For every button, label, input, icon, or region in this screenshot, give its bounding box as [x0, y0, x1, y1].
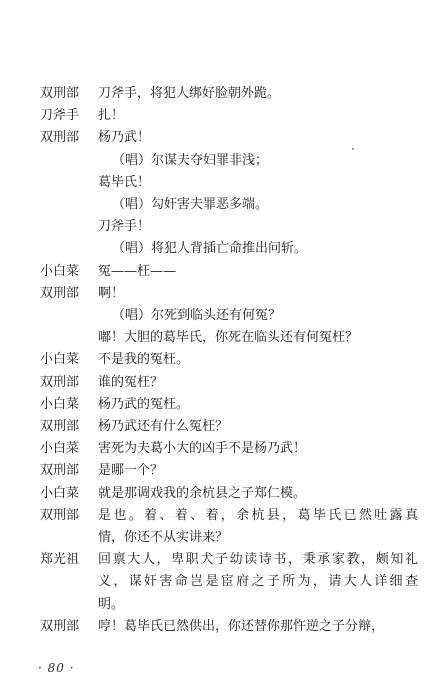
script-line [0, 460, 439, 482]
speaker-name: 双刑部 [40, 374, 80, 390]
dialogue-text: 葛毕氏！ [98, 174, 151, 190]
dialogue-text: 回禀大人，卑职犬子幼读诗书，秉承家教，颇知礼 [98, 552, 418, 568]
script-line [0, 150, 439, 172]
script-line [0, 83, 439, 105]
dialogue-text: （唱）尔死到临头还有何冤？ [112, 308, 282, 323]
dialogue-text: 明。 [98, 596, 125, 612]
speaker-name: 郑光祖 [40, 552, 80, 568]
script-line [0, 394, 439, 416]
dialogue-text: 是也。着、着、着，余杭县，葛毕氏已然吐露真 [98, 507, 418, 523]
script-line [0, 594, 439, 616]
dialogue-text: 杨乃武还有什么冤枉？ [98, 419, 229, 434]
dialogue-text: 扎！ [98, 108, 125, 124]
dialogue-text: 啊！ [98, 285, 125, 301]
speaker-name: 双刑部 [40, 618, 80, 634]
speaker-name: 双刑部 [40, 130, 80, 146]
dialogue-text: 害死为夫葛小大的凶手不是杨乃武！ [98, 441, 307, 457]
dialogue-text: 刀斧手！ [98, 219, 151, 235]
dialogue-text: （唱）勾奸害夫罪恶多端。 [112, 197, 269, 212]
script-line [0, 416, 439, 438]
dialogue-text: 冤——枉—— [98, 263, 177, 279]
dialogue-text: 杨乃武！ [98, 130, 151, 146]
speaker-name: 双刑部 [40, 419, 80, 434]
dialogue-text: 情，你还不从实讲来？ [98, 530, 229, 545]
speaker-name: 双刑部 [40, 285, 80, 301]
script-line [0, 349, 439, 371]
dialogue-text: 杨乃武的冤枉。 [98, 396, 190, 412]
speaker-name: 双刑部 [40, 507, 80, 523]
dialogue-text: 义，谋奸害命岂是宦府之子所为，请大人详细查 [98, 574, 418, 590]
script-line [0, 238, 439, 260]
dialogue-text: 嘟！大胆的葛毕氏，你死在临头还有何冤枉？ [98, 330, 359, 346]
dialogue-text: 是哪一个？ [98, 463, 164, 479]
script-line [0, 438, 439, 460]
script-line [0, 571, 439, 593]
script-line [0, 127, 439, 149]
speaker-name: 小白菜 [40, 263, 80, 279]
speaker-name: 刀斧手 [40, 108, 80, 124]
speaker-name: 小白菜 [40, 352, 80, 368]
script-line [0, 616, 439, 638]
script-line [0, 194, 439, 216]
dialogue-text: 不是我的冤枉。 [98, 352, 190, 368]
dialogue-text: 就是那调戏我的余杭县之子郑仁模。 [98, 485, 307, 501]
script-line [0, 216, 439, 238]
script-line [0, 527, 439, 549]
script-line [0, 172, 439, 194]
dialogue-text: （唱）尔谋夫夺妇罪非浅； [112, 152, 269, 168]
speaker-name: 小白菜 [40, 485, 80, 501]
script-line [0, 372, 439, 394]
speaker-name: 双刑部 [40, 463, 80, 479]
dialogue-text: 谁的冤枉？ [98, 374, 164, 390]
script-line [0, 505, 439, 527]
script-line [0, 327, 439, 349]
speaker-name: 小白菜 [40, 441, 80, 457]
speaker-name: 小白菜 [40, 396, 80, 412]
dialogue-text: 哼！葛毕氏已然供出，你还替你那忤逆之子分辩， [98, 618, 385, 634]
dialogue-text: 刀斧手，将犯人绑好脸朝外跪。 [98, 86, 281, 101]
dialogue-text: （唱）将犯人背插亡命推出问斩。 [112, 241, 308, 257]
script-line [0, 483, 439, 505]
script-line [0, 549, 439, 571]
script-line [0, 261, 439, 283]
speaker-name: 双刑部 [40, 86, 80, 101]
script-line [0, 305, 439, 327]
speck-mark [352, 148, 354, 150]
script-line [0, 105, 439, 127]
page-number: · 80 · [38, 661, 75, 675]
script-line [0, 283, 439, 305]
